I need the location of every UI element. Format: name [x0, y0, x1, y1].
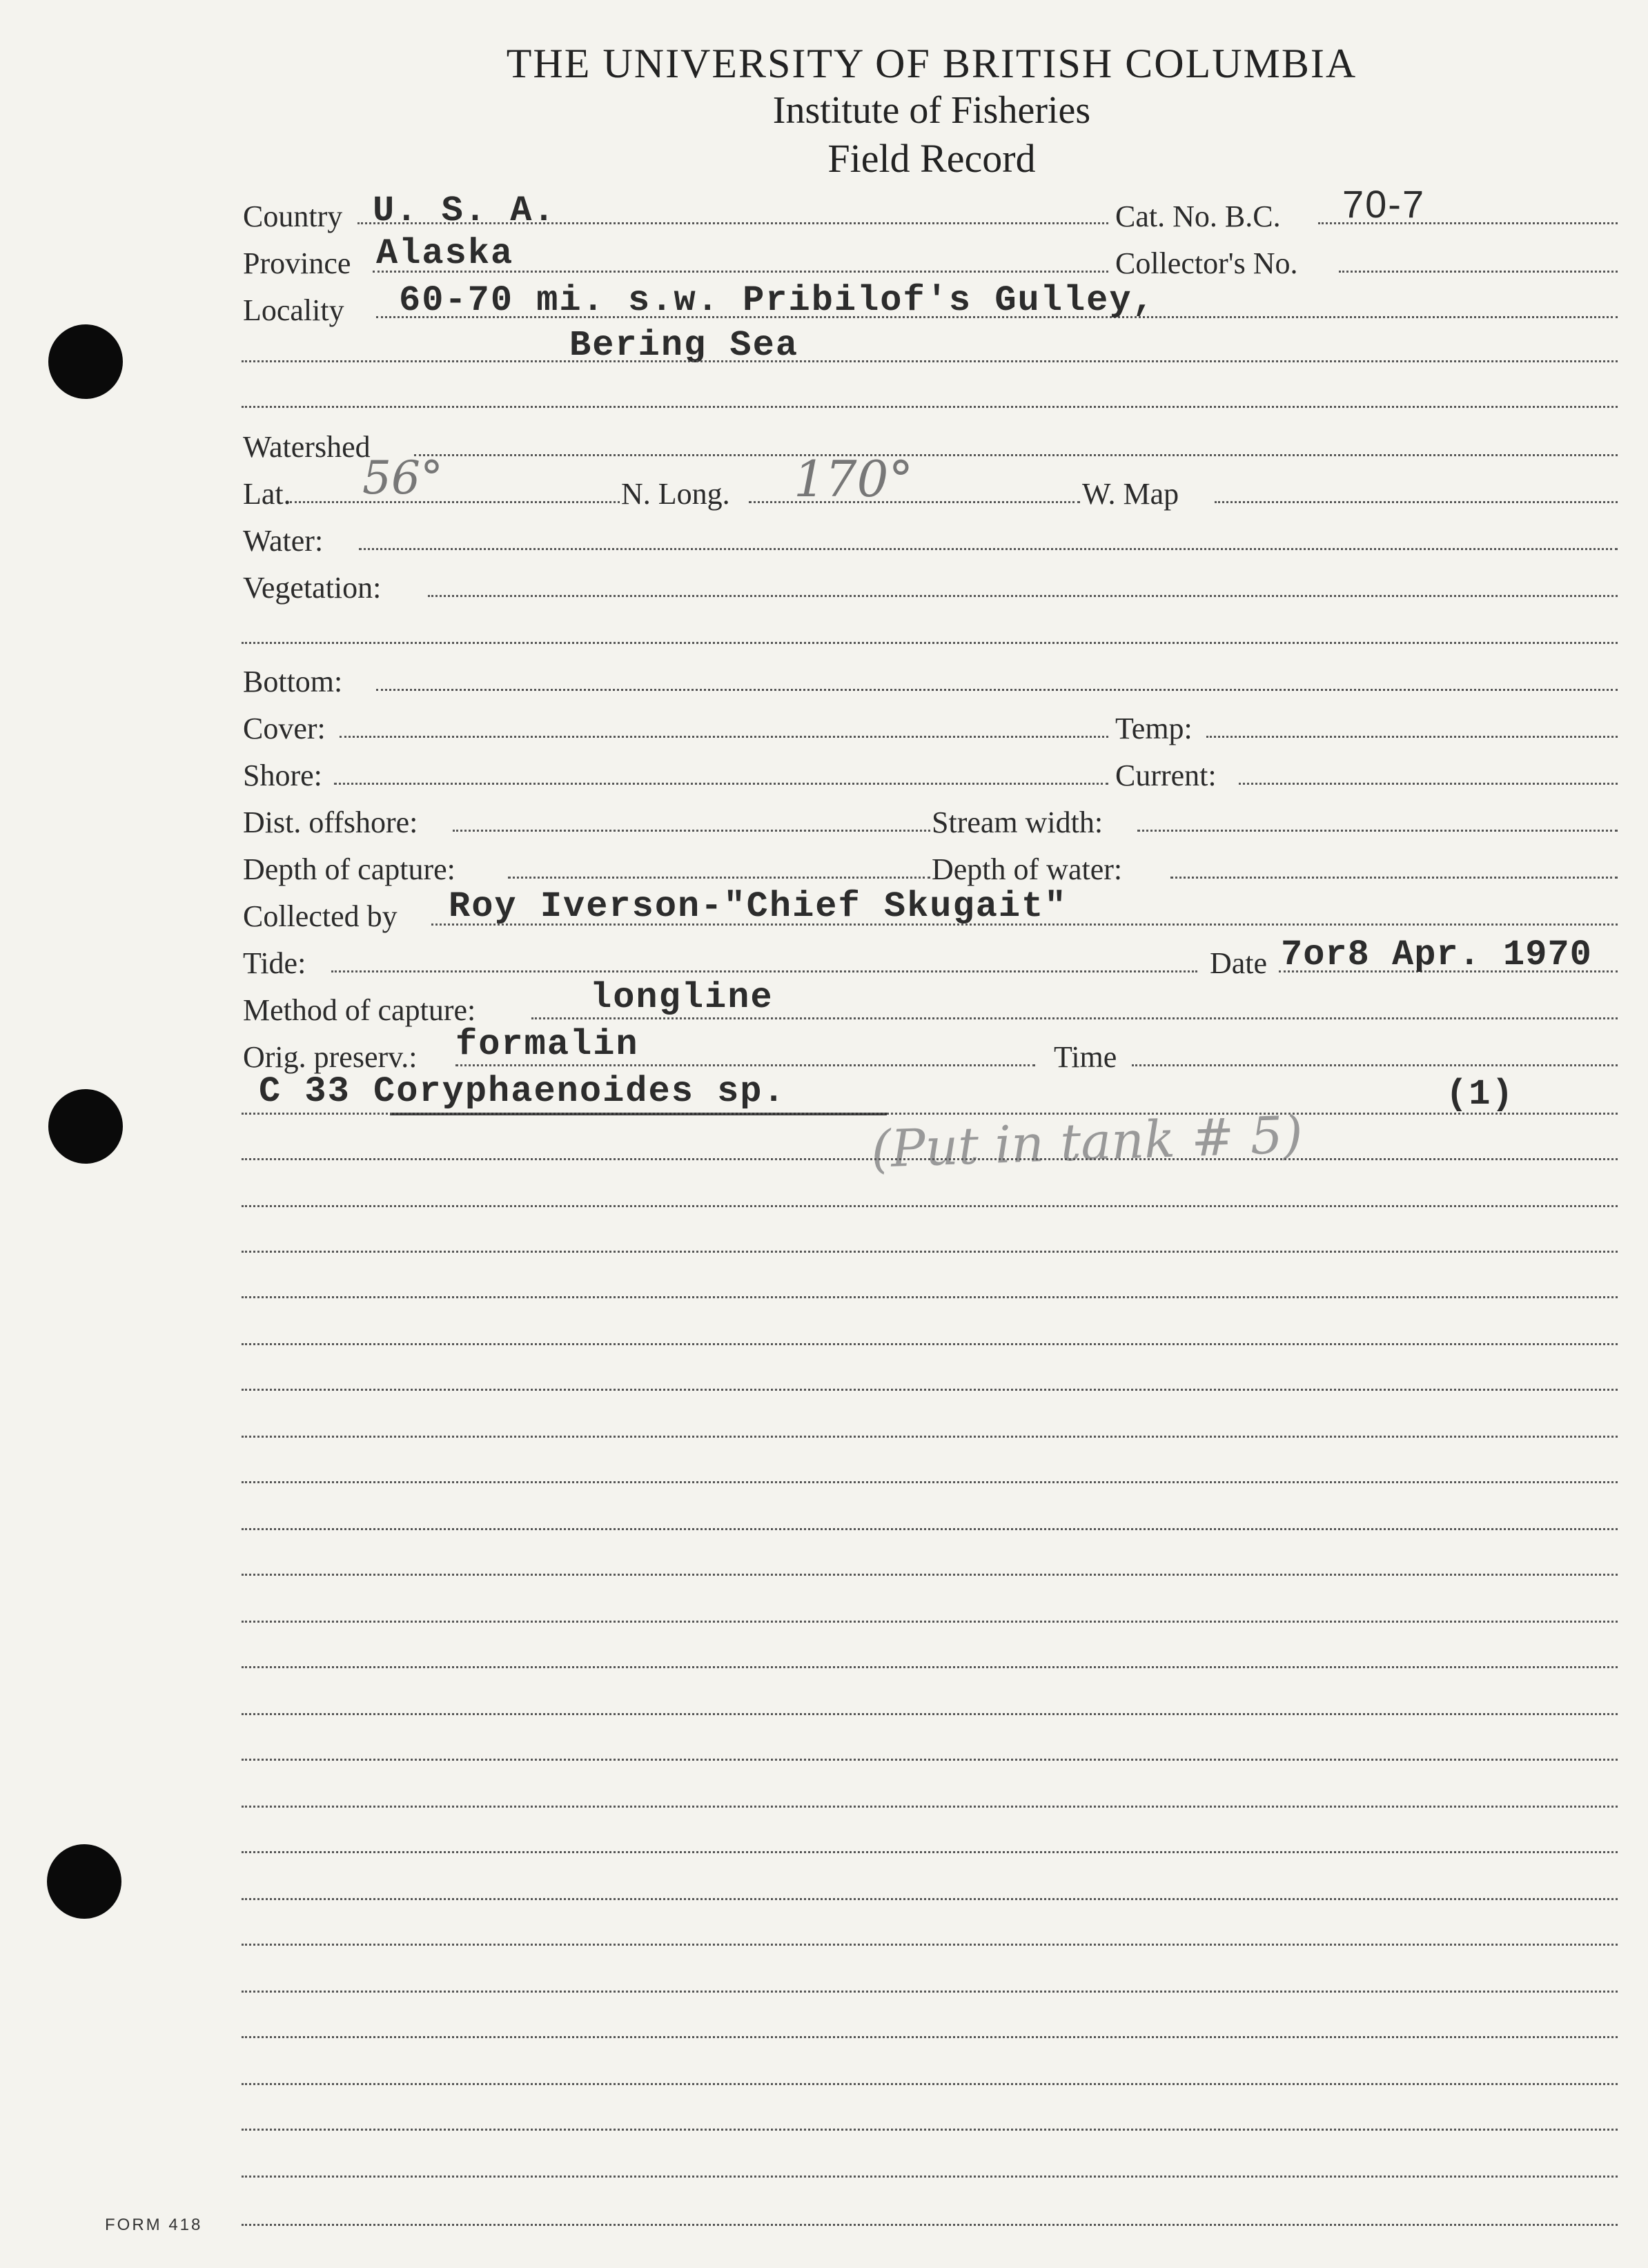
method-value: longline: [590, 977, 774, 1018]
punch-hole-bottom: [47, 1844, 121, 1919]
shore-label: Shore:: [243, 759, 322, 792]
locality-label: Locality: [243, 293, 344, 327]
country-value: U. S. A.: [373, 190, 556, 231]
locality-line1: 60-70 mi. s.w. Pribilof's Gulley,: [399, 280, 1155, 321]
record-title: Field Record: [827, 136, 1036, 181]
specimen-count: (1): [1446, 1074, 1515, 1115]
stream-width-label: Stream width:: [932, 805, 1103, 839]
locality-line2: Bering Sea: [569, 325, 799, 366]
province-value: Alaska: [376, 233, 514, 274]
punch-hole-top: [48, 324, 123, 399]
collected-by-label: Collected by: [243, 899, 398, 933]
w-map-label: W. Map: [1082, 477, 1179, 511]
depth-capture-label: Depth of capture:: [243, 852, 455, 886]
cover-label: Cover:: [243, 712, 326, 745]
date-value: 7or8 Apr. 1970: [1281, 935, 1592, 975]
temp-label: Temp:: [1115, 712, 1193, 745]
depth-water-label: Depth of water:: [932, 852, 1123, 886]
tide-label: Tide:: [243, 946, 306, 980]
orig-preserv-label: Orig. preserv.:: [243, 1040, 418, 1074]
specimen-entry: C 33 Coryphaenoides sp.: [259, 1071, 786, 1112]
n-long-label: N. Long.: [621, 477, 730, 511]
lat-label: Lat.: [243, 477, 291, 511]
watershed-label: Watershed: [243, 430, 371, 464]
vegetation-label: Vegetation:: [243, 571, 382, 605]
punch-hole-middle: [48, 1089, 123, 1164]
time-label: Time: [1054, 1040, 1117, 1074]
form-number: FORM 418: [105, 2216, 203, 2234]
cat-no-label: Cat. No. B.C.: [1115, 199, 1281, 233]
bottom-label: Bottom:: [243, 665, 343, 698]
institute-title: Institute of Fisheries: [772, 89, 1091, 132]
orig-preserv-value: formalin: [455, 1024, 639, 1065]
cat-no-value: 70-7: [1342, 182, 1426, 226]
province-label: Province: [243, 246, 351, 280]
handwritten-note: (Put in tank # 5): [870, 1105, 1304, 1180]
collectors-no-label: Collector's No.: [1115, 246, 1298, 280]
dist-offshore-label: Dist. offshore:: [243, 805, 418, 839]
method-label: Method of capture:: [243, 993, 476, 1027]
university-title: THE UNIVERSITY OF BRITISH COLUMBIA: [506, 41, 1357, 86]
lat-value: 56°: [362, 451, 443, 505]
water-label: Water:: [243, 524, 324, 558]
country-label: Country: [243, 199, 343, 233]
current-label: Current:: [1115, 759, 1217, 792]
date-label: Date: [1210, 946, 1268, 980]
collected-by-value: Roy Iverson-"Chief Skugait": [449, 886, 1068, 927]
long-value: 170°: [794, 450, 914, 508]
